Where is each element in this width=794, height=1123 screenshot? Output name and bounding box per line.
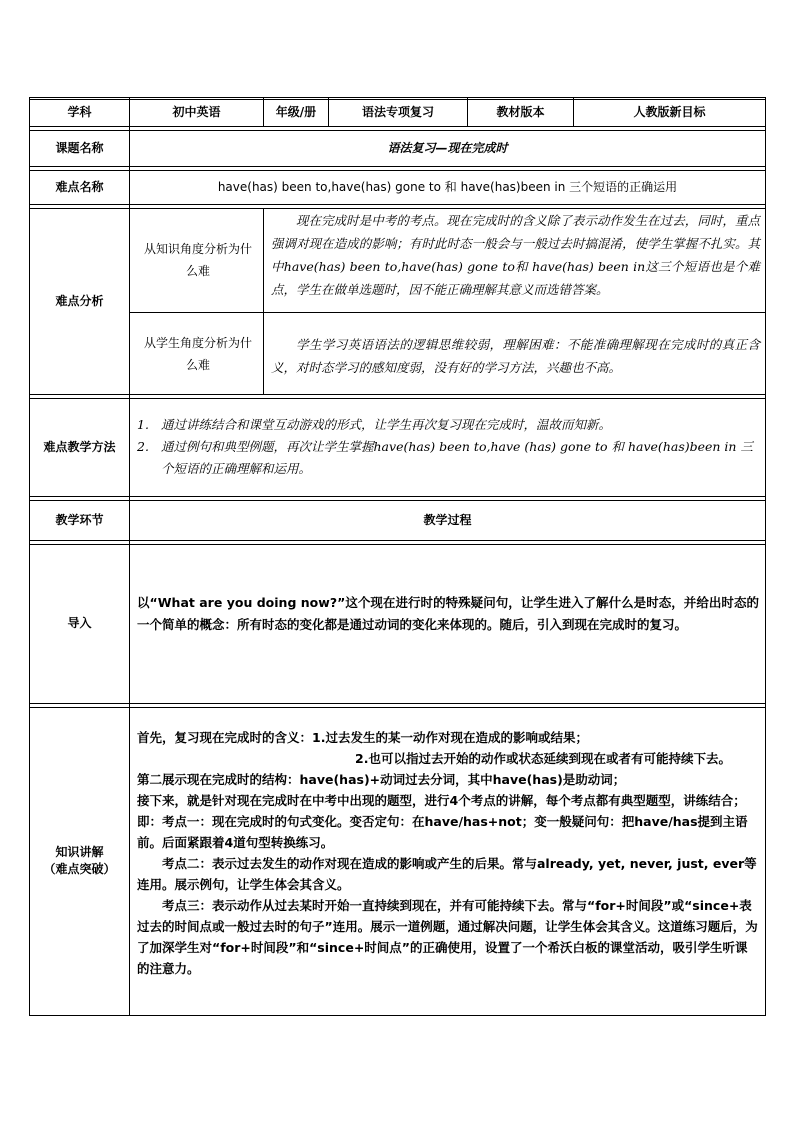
table-border xyxy=(29,707,766,708)
lecture-paragraph: 第二展示现在完成时的结构：have(has)+动词过去分词，其中have(has)是助动词； xyxy=(137,772,626,787)
student-angle-text: 学生学习英语语法的逻辑思维较弱，理解困难：不能准确理解现在完成时的真正含义，对时态学习的感知度弱，没有好的学习方法，兴趣也不高。 xyxy=(271,337,760,375)
intro-text: 以“What are you doing now?”这个现在进行时的特殊疑问句，让学生进入了解什么是时态，并给出时态的一个简单的概念：所有时态的变化都是通过动词的变化来体现的。随后，引入到现在完成时的复习。 xyxy=(137,595,759,632)
subject-label: 学科 xyxy=(67,105,92,119)
lecture-label-line2: （难点突破） xyxy=(43,862,116,876)
analysis-label: 难点分析 xyxy=(55,293,104,308)
table-border xyxy=(263,208,264,395)
edition-value: 人教版新目标 xyxy=(633,105,706,119)
table-border xyxy=(29,540,766,541)
table-border xyxy=(29,544,766,545)
process-value: 教学过程 xyxy=(423,512,472,527)
method-item xyxy=(137,436,759,480)
table-border xyxy=(129,97,130,1016)
table-border xyxy=(29,126,766,127)
method-item-text: 通过讲练结合和课堂互动游戏的形式，让学生再次复习现在完成时，温故而知新。 xyxy=(161,417,612,432)
table-border xyxy=(29,398,766,399)
lecture-paragraph: 接下来，就是针对现在完成时在中考中出现的题型，进行4个考点的讲解，每个考点都有典型题型，讲练结合； xyxy=(137,793,746,808)
table-border xyxy=(29,394,766,395)
grade-value: 语法专项复习 xyxy=(361,105,434,119)
table-border xyxy=(29,166,766,167)
method-label: 难点教学方法 xyxy=(43,439,116,454)
topic-label: 课题名称 xyxy=(55,140,104,155)
lecture-paragraph: 2.也可以指过去开始的动作或状态延续到现在或者有可能持续下去。 xyxy=(355,751,731,766)
difficulty-label: 难点名称 xyxy=(55,179,104,194)
table-border xyxy=(29,496,766,497)
knowledge-angle-label: 从知识角度分析为什么难 xyxy=(143,242,252,278)
lecture-label xyxy=(30,707,129,1015)
lecture-paragraph: 即：考点一：现在完成时的句式变化。变否定句：在have/has+not；变一般疑问句：把have/has提到主语前。后面紧跟着4道句型转换练习。 xyxy=(137,814,748,850)
table-border xyxy=(29,97,766,98)
subject-value: 初中英语 xyxy=(172,105,221,119)
lecture-content xyxy=(137,727,759,979)
lecture-paragraph: 考点二：表示过去发生的动作对现在造成的影响或产生的后果。常与already, yet, never, just, ever等连用。展示例句，让学生体会其含义。 xyxy=(137,856,757,892)
table-border xyxy=(29,204,766,205)
lecture-paragraph: 考点三：表示动作从过去某时开始一直持续到现在，并有可能持续下去。常与“for+时间段”或“since+表过去的时间点或一般过去时的句子”连用。展示一道例题，通过解决问题，让学生体会其含义。这道练习题后，为了加深学生对“for+时间段”和“since+时间点”的正确使用，设置了一个希沃白板的课堂活动，吸引学生听课的注意力。 xyxy=(137,898,758,976)
lecture-label-line1: 知识讲解 xyxy=(55,845,104,859)
table-border xyxy=(29,703,766,704)
table-border xyxy=(765,97,766,1016)
method-item-text: 通过例句和典型例题，再次让学生掌握have(has) been to,have (has) gone to 和 have(has)been in 三个短语的正确理解和运用。 xyxy=(161,439,753,476)
grade-label: 年级/册 xyxy=(275,105,317,119)
lecture-paragraph: 首先，复习现在完成时的含义：1.过去发生的某一动作对现在造成的影响或结果； xyxy=(137,730,588,745)
edition-label: 教材版本 xyxy=(496,105,545,119)
table-border xyxy=(29,1015,766,1016)
intro-label: 导入 xyxy=(67,616,92,630)
difficulty-value: have(has) been to,have(has) gone to 和 have(has)been in 三个短语的正确运用 xyxy=(217,179,678,194)
student-angle-label: 从学生角度分析为什么难 xyxy=(143,335,252,372)
method-item-number: 2. xyxy=(137,439,149,454)
topic-value: 语法复习—现在完成时 xyxy=(387,140,508,155)
knowledge-angle-text: 现在完成时是中考的考点。现在完成时的含义除了表示动作发生在过去，同时，重点强调对现在造成的影响；有时此时态一般会与一般过去时搞混淆，使学生掌握不扎实。其中have(has) been to,have(has) gone to和 have(has) been in这三个短语也是个难点，学生在做单选题时，因不能正确理解其意义而选错答案。 xyxy=(271,213,760,297)
process-label: 教学环节 xyxy=(55,512,104,527)
method-list xyxy=(137,414,759,480)
method-item xyxy=(137,414,759,436)
method-item-number: 1. xyxy=(137,417,149,432)
